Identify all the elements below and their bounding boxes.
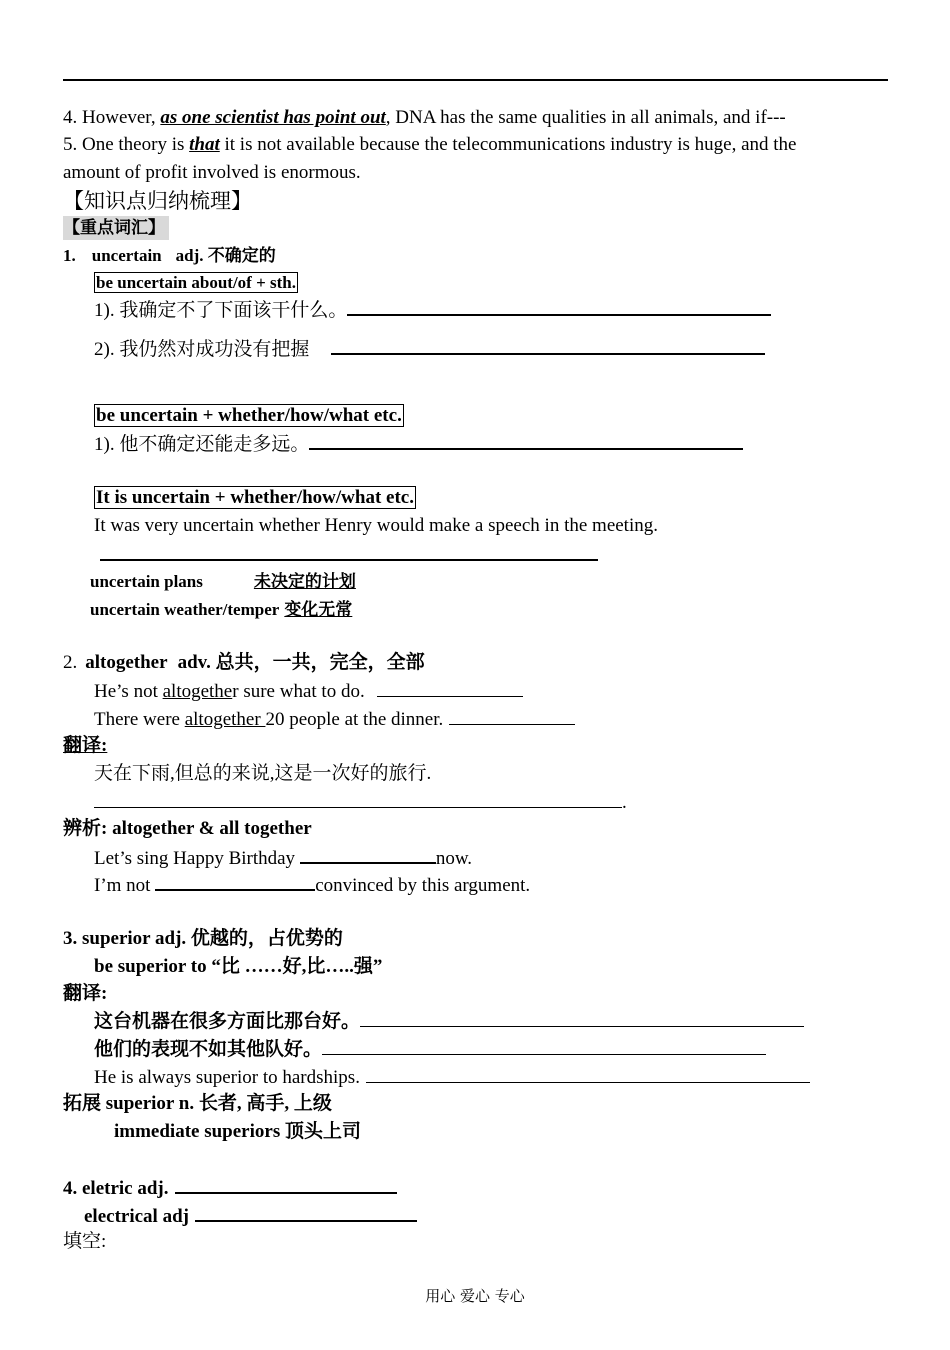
- item3-extend: 拓展 superior n. 长者, 高手, 上级: [63, 1093, 332, 1114]
- item2-number: 2.: [63, 652, 78, 673]
- sentence-text: 这台机器在很多方面比那台好。: [94, 1011, 361, 1032]
- item1-exercise-2: [94, 336, 765, 362]
- item2-compare-1: [94, 845, 472, 871]
- phrase-chinese: 未决定的计划: [253, 572, 356, 591]
- page-footer: 用心 爱心 专心: [425, 1287, 525, 1305]
- item3-translate-3: [94, 1065, 810, 1090]
- answer-blank[interactable]: [300, 845, 436, 864]
- item2-translate-text: 天在下雨,但总的来说,这是一次好的旅行.: [94, 763, 432, 784]
- sentence-5: [63, 133, 796, 157]
- item1-exercise-2-text: 2). 我仍然对成功没有把握: [94, 339, 310, 360]
- item1-exercise-3: [94, 431, 743, 457]
- item1-exercise-1-text: 1). 我确定不了下面该干什么。: [94, 300, 348, 321]
- sentence-text: Let’s sing Happy Birthday: [94, 848, 300, 869]
- item4-line-1: [63, 1175, 397, 1201]
- item1-definition: adj. 不确定的: [175, 246, 276, 265]
- item2-sentence-2: [94, 707, 575, 732]
- item2-compare-2: [94, 872, 530, 898]
- phrase-english: uncertain weather/temper: [90, 600, 280, 619]
- sentence-tail: now.: [435, 848, 473, 869]
- sentence-text: He is always superior to hardships.: [94, 1067, 360, 1088]
- item1-pattern-3-box: It is uncertain + whether/how/what etc.: [96, 487, 414, 508]
- item2-definition: adv. 总共，一共，完全，全部: [177, 652, 425, 673]
- item3-translate-label: 翻译:: [63, 983, 108, 1004]
- item1-number: 1.: [63, 246, 76, 265]
- sentence-5-text: 5. One theory is: [63, 134, 190, 155]
- sentence-4-tail: , DNA has the same qualities in all animals, and if---: [385, 107, 786, 128]
- item4-fill-label: 填空:: [63, 1231, 107, 1252]
- period: .: [622, 792, 627, 813]
- item1-pattern-2: [94, 404, 404, 428]
- item1-phrase-1: [90, 570, 356, 594]
- answer-blank[interactable]: [322, 1037, 766, 1055]
- item1-exercise-3-text: 1). 他不确定还能走多远。: [94, 434, 310, 455]
- item1-pattern-2-box: be uncertain + whether/how/what etc.: [96, 405, 402, 426]
- sentence-underlined: altogether: [184, 709, 266, 730]
- item2-translate-label: 翻译:: [63, 735, 108, 756]
- item2-compare-label: 辨析: altogether & all together: [63, 818, 312, 839]
- item3-head: 3. superior adj. 优越的，占优势的: [63, 928, 343, 949]
- item1-example-blank: [100, 542, 598, 568]
- item1-example: It was very uncertain whether Henry would make a speech in the meeting.: [94, 515, 658, 536]
- answer-blank[interactable]: [347, 297, 771, 316]
- answer-blank[interactable]: [309, 431, 743, 450]
- answer-blank[interactable]: [360, 1009, 804, 1027]
- answer-blank[interactable]: [366, 1065, 810, 1083]
- item3-translate-2: [94, 1037, 766, 1062]
- sentence-tail: r sure what to do.: [232, 681, 365, 702]
- item2-sentence-1: [94, 679, 523, 704]
- item1-phrase-2: [90, 598, 352, 622]
- sentence-4-text: 4. However,: [63, 107, 161, 128]
- header-rule: [63, 79, 888, 81]
- item4-word-2: electrical adj: [84, 1206, 189, 1227]
- sentence-5-tail: it is not available because the telecommunications industry is huge, and the: [219, 134, 797, 155]
- answer-blank[interactable]: [449, 707, 575, 725]
- section-heading: 【知识点归纳梳理】: [63, 189, 252, 213]
- sentence-text: There were: [94, 709, 185, 730]
- answer-blank[interactable]: [94, 790, 622, 808]
- item3-translate-1: [94, 1009, 804, 1034]
- item1-pattern-3: [94, 486, 416, 510]
- sentence-4: [63, 106, 786, 130]
- sentence-5-emphasis: that: [189, 134, 220, 155]
- item1-exercise-1: [94, 297, 771, 323]
- answer-blank[interactable]: [100, 542, 598, 561]
- answer-blank[interactable]: [155, 872, 315, 891]
- answer-blank[interactable]: [175, 1175, 397, 1194]
- answer-blank[interactable]: [377, 679, 523, 697]
- sentence-4-emphasis: as one scientist has point out: [160, 107, 386, 128]
- item1-pattern-1: [94, 271, 298, 295]
- item1-word: uncertain: [91, 246, 162, 265]
- subsection-heading: 【重点词汇】: [63, 216, 169, 240]
- sentence-underlined: altogethe: [162, 681, 233, 702]
- item2-head: [63, 651, 425, 675]
- sentence-tail: convinced by this argument.: [315, 875, 531, 896]
- item1-head: [63, 244, 276, 268]
- sentence-5-cont: amount of profit involved is enormous.: [63, 162, 361, 183]
- answer-blank[interactable]: [331, 336, 765, 355]
- item4-word-1: 4. eletric adj.: [63, 1178, 169, 1199]
- item1-pattern-1-box: be uncertain about/of + sth.: [96, 273, 297, 292]
- phrase-english: uncertain plans: [90, 572, 203, 591]
- phrase-chinese: 变化无常: [284, 600, 353, 619]
- item2-word: altogether: [85, 652, 168, 673]
- sentence-text: 他们的表现不如其他队好。: [94, 1039, 323, 1060]
- item4-line-2: [84, 1203, 417, 1229]
- item3-pattern: be superior to “比 ……好,比…..强”: [94, 956, 383, 977]
- item2-translate-blank: [94, 790, 627, 815]
- sentence-text: I’m not: [94, 875, 156, 896]
- sentence-tail: 20 people at the dinner.: [265, 709, 444, 730]
- sentence-text: He’s not: [94, 681, 163, 702]
- item3-extend-phrase: immediate superiors 顶头上司: [114, 1121, 361, 1142]
- answer-blank[interactable]: [195, 1203, 417, 1222]
